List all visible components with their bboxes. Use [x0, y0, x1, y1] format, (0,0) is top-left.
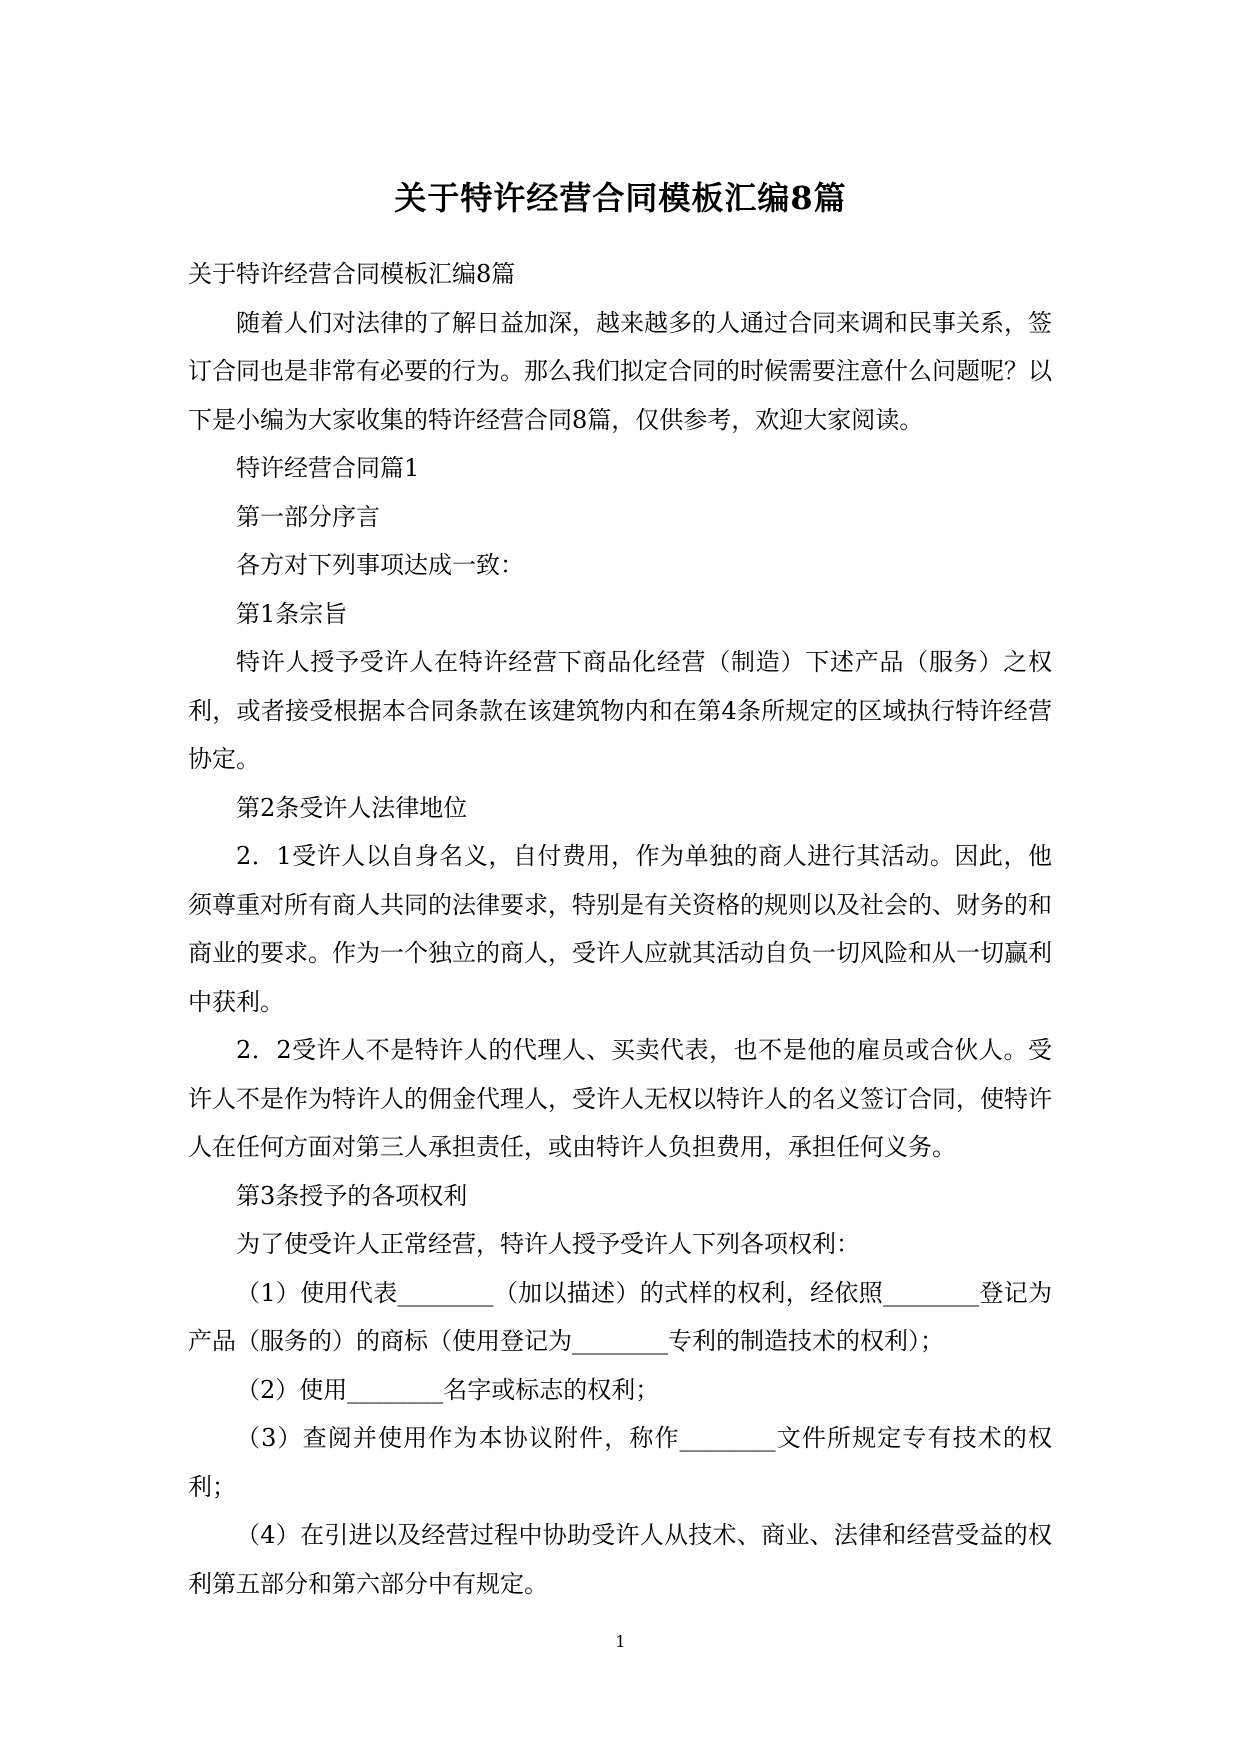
section-heading: 特许经营合同篇1: [236, 454, 420, 482]
document-body: [188, 250, 1052, 1608]
list-item: （1）使用代表________（加以描述）的式样的权利，经依照________登记为产品（服务的）的商标（使用登记为________专利的制造技术的权利）；: [188, 1278, 1052, 1355]
list-item: （3）查阅并使用作为本协议附件，称作________文件所规定专有技术的权利；: [188, 1424, 1052, 1501]
paragraph: 特许人授予受许人在特许经营下商品化经营（制造）下述产品（服务）之权利，或者接受根据本合同条款在该建筑物内和在第4条所规定的区域执行特许经营协定。: [188, 648, 1052, 773]
article-heading: 第3条授予的各项权利: [236, 1181, 468, 1210]
paragraph: 关于特许经营合同模板汇编8篇: [188, 260, 516, 288]
paragraph: 为了使受许人正常经营，特许人授予受许人下列各项权利：: [236, 1230, 860, 1258]
list-item: （2）使用________名字或标志的权利；: [236, 1375, 660, 1404]
page-number: 1: [615, 1632, 626, 1651]
article-heading: 第2条受许人法律地位: [236, 793, 468, 822]
paragraph: 2．2受许人不是特许人的代理人、买卖代表，也不是他的雇员或合伙人。受许人不是作为特许人的佣金代理人，受许人无权以特许人的名义签订合同，使特许人在任何方面对第三人承担责任，或由特许人负担费用，承担任何义务。: [188, 1036, 1052, 1161]
paragraph: 各方对下列事项达成一致：: [236, 551, 524, 579]
section-heading: 第一部分序言: [236, 502, 380, 531]
paragraph: 2．1受许人以自身名义，自付费用，作为单独的商人进行其活动。因此，他须尊重对所有商人共同的法律要求，特别是有关资格的规则以及社会的、财务的和商业的要求。作为一个独立的商人，受许人应就其活动自负一切风险和从一切赢利中获利。: [188, 842, 1052, 1016]
list-item: （4）在引进以及经营过程中协助受许人从技术、商业、法律和经营受益的权利第五部分和第六部分中有规定。: [188, 1521, 1052, 1598]
paragraph: 随着人们对法律的了解日益加深，越来越多的人通过合同来调和民事关系，签订合同也是非常有必要的行为。那么我们拟定合同的时候需要注意什么问题呢？以下是小编为大家收集的特许经营合同8篇，仅供参考，欢迎大家阅读。: [188, 308, 1052, 434]
article-heading: 第1条宗旨: [236, 599, 348, 628]
document-title: 关于特许经营合同模板汇编8篇: [394, 179, 847, 217]
